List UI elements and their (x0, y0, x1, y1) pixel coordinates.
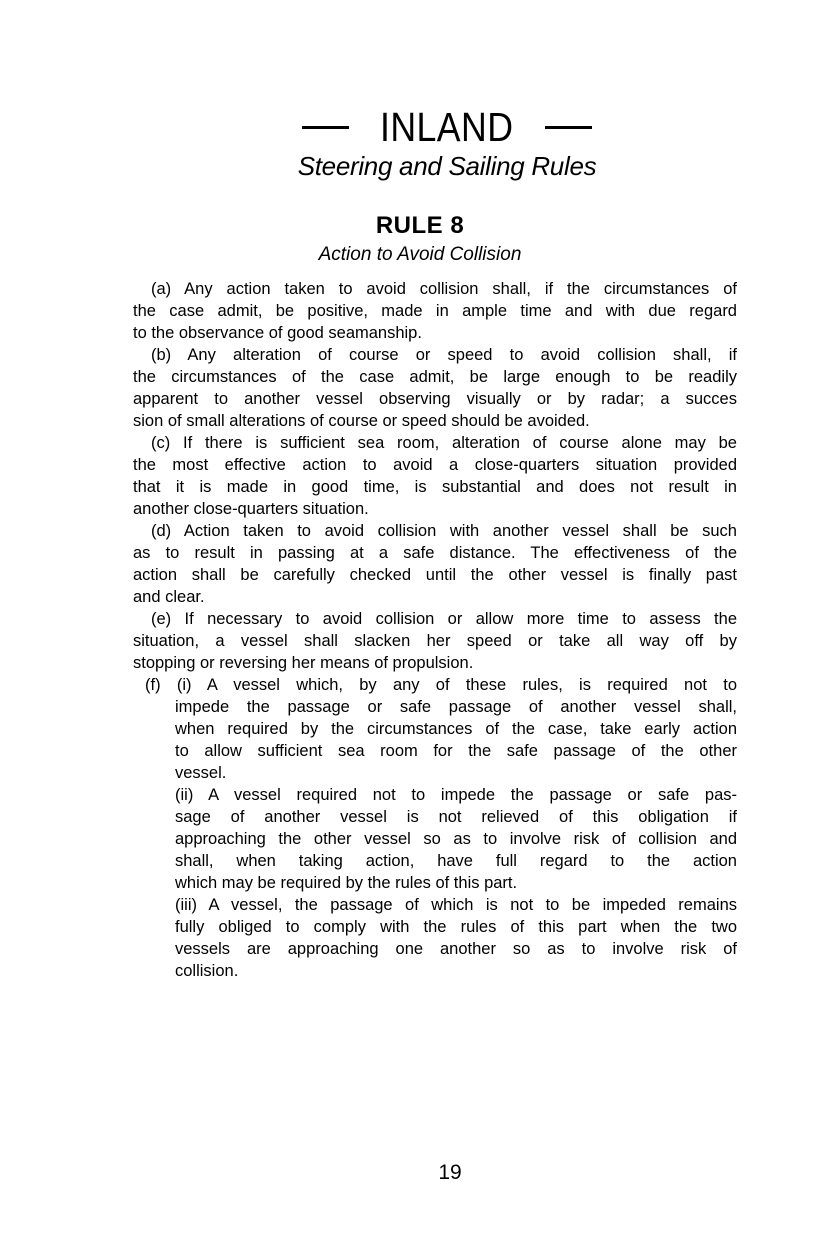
text-line: to the observance of good seamanship. (133, 324, 422, 342)
text-line: (f) (i) A vessel which, by any of these rules, is required not to (145, 676, 737, 694)
text-line: vessels are approaching one another so as to involve risk of (175, 940, 737, 958)
text-line: that it is made in good time, is substantial and does not result in (133, 478, 737, 496)
text-line: apparent to another vessel observing visually or by radar; a succes (133, 390, 737, 408)
text-line: vessel. (175, 764, 227, 782)
document-subtitle: Steering and Sailing Rules (297, 151, 597, 181)
text-line: approaching the other vessel so as to involve risk of collision and (175, 830, 737, 848)
text-line: to allow sufficient sea room for the safe passage of the other (175, 742, 737, 760)
title-row (27, 104, 840, 150)
text-line: as to result in passing at a safe distance. The effectiveness of the (133, 544, 737, 562)
text-line: (ii) A vessel required not to impede the passage or safe pas- (175, 786, 737, 804)
text-line: sion of small alterations of course or speed should be avoided. (133, 412, 590, 430)
text-line: which may be required by the rules of this part. (175, 874, 518, 892)
rule-heading (0, 212, 840, 267)
title-dash-left-icon (302, 126, 349, 129)
paragraph-c (133, 432, 737, 520)
page-number: 19 (438, 1161, 462, 1184)
text-line: sage of another vessel is not relieved of this obligation if (175, 808, 737, 826)
paragraph-d (133, 520, 737, 608)
text-line: collision. (175, 962, 239, 980)
text-line: (b) Any alteration of course or speed to avoid collision shall, if (151, 346, 737, 364)
rule-name: Action to Avoid Collision (318, 244, 522, 265)
paragraph-b (133, 344, 737, 432)
text-line: when required by the circumstances of the case, take early action (175, 720, 737, 738)
paragraph-e (133, 608, 737, 674)
text-line: (iii) A vessel, the passage of which is not to be impeded remains (175, 896, 737, 914)
rule-number: RULE 8 (375, 212, 465, 239)
body-text (133, 278, 737, 982)
text-line: impede the passage or safe passage of another vessel shall, (175, 698, 737, 716)
paragraph-f-iii (175, 894, 737, 982)
text-line: the case admit, be positive, made in ample time and with due regard (133, 302, 737, 320)
paragraph-f-i (145, 674, 737, 784)
text-line: and clear. (133, 588, 205, 606)
text-line: stopping or reversing her means of propulsion. (133, 654, 474, 672)
document-header (27, 104, 840, 181)
text-line: the most effective action to avoid a close-quarters situation provided (133, 456, 737, 474)
text-line: action shall be carefully checked until the other vessel is finally past (133, 566, 737, 584)
text-line: (e) If necessary to avoid collision or allow more time to assess the (151, 610, 737, 628)
text-line: fully obliged to comply with the rules of this part when the two (175, 918, 737, 936)
text-line: (c) If there is sufficient sea room, alteration of course alone may be (151, 434, 737, 452)
paragraph-a (133, 278, 737, 344)
title-dash-right-icon (545, 126, 592, 129)
text-line: situation, a vessel shall slacken her speed or take all way off by (133, 632, 737, 650)
text-line: the circumstances of the case admit, be large enough to be readily (133, 368, 737, 386)
text-line: shall, when taking action, have full regard to the action (175, 852, 737, 870)
paragraph-f-ii (175, 784, 737, 894)
text-line: (a) Any action taken to avoid collision shall, if the circumstances of (151, 280, 737, 298)
text-line: (d) Action taken to avoid collision with another vessel shall be such (151, 522, 737, 540)
document-title: INLAND (380, 104, 514, 150)
text-line: another close-quarters situation. (133, 500, 369, 518)
